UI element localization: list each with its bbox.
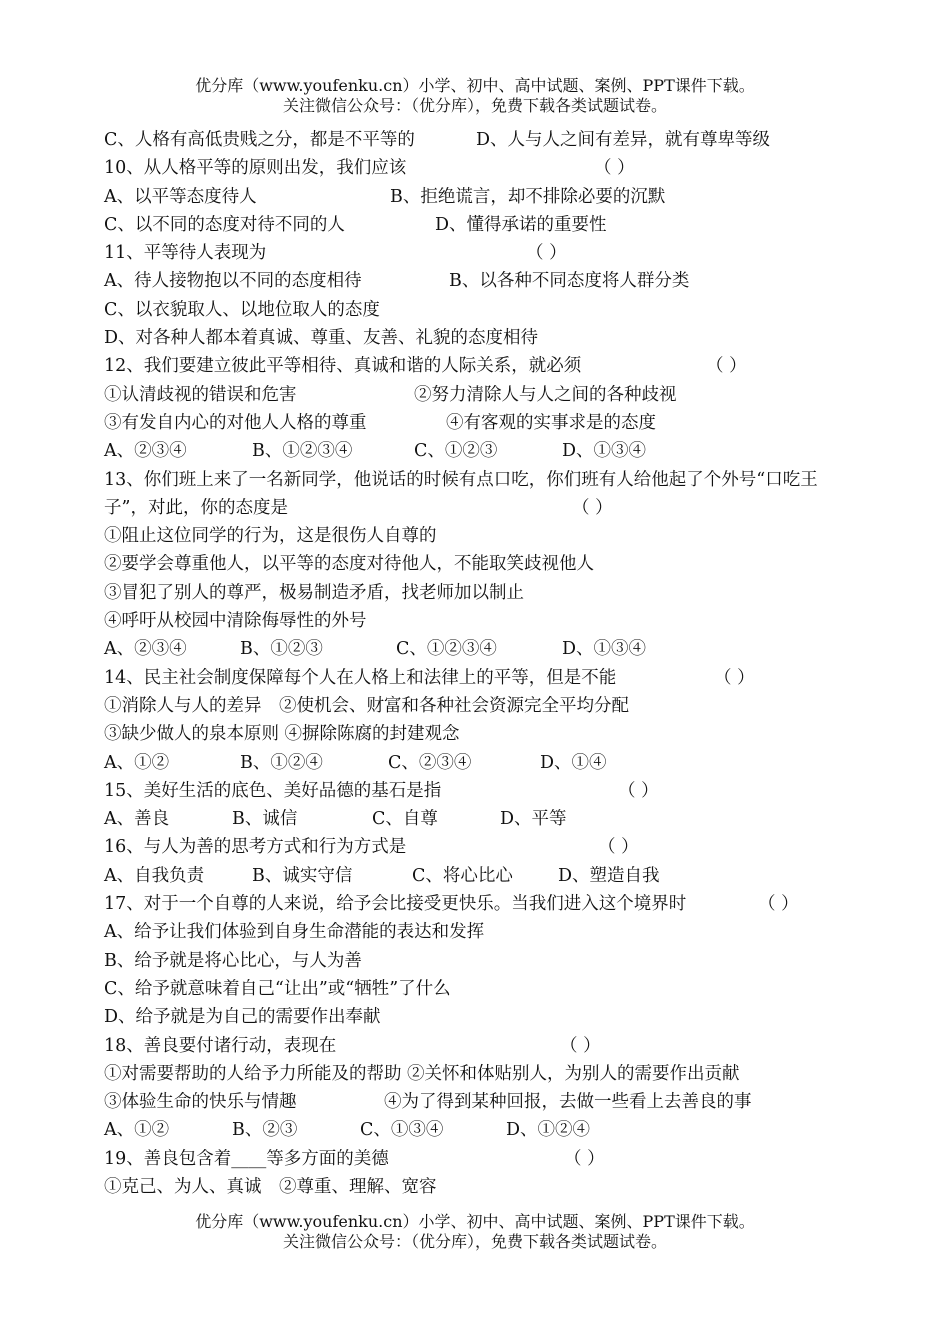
line-text: B、②③: [232, 1120, 298, 1141]
line-text: A、善良: [104, 809, 170, 830]
line-text: 12、我们要建立彼此平等相待、真诚和谐的人际关系，就必须: [104, 356, 582, 377]
footer-line-2: 关注微信公众号：（优分库），免费下载各类试题试卷。: [282, 1232, 667, 1251]
line-text: B、①②③④: [252, 441, 353, 462]
line-text: A、以平等态度待人: [104, 186, 257, 207]
page-footer: [0, 1212, 950, 1252]
line-text: A、②③④: [104, 441, 187, 462]
line-text: C、将心比心: [412, 865, 513, 886]
line-text: ③缺少做人的泉本原则 ④摒除陈腐的封建观念: [104, 724, 460, 745]
line-text: A、①②: [104, 1120, 170, 1141]
footer-line-1: 优分库（www.youfenku.cn）小学、初中、高中试题、案例、PPT课件下载。: [195, 1212, 755, 1231]
line-text: ④呼吁从校园中清除侮辱性的外号: [104, 611, 367, 632]
line-text: 15、美好生活的底色、美好品德的基石是指: [104, 780, 442, 801]
text-line: [104, 1116, 854, 1144]
line-text: 13、你们班上来了一名新同学，他说话的时候有点口吃，你们班有人给他起了个外号“口吃王子”，对此，你的态度是: [104, 469, 818, 518]
answer-bracket: （ ）: [594, 158, 635, 179]
answer-bracket: （ ）: [618, 780, 659, 801]
text-line: [104, 239, 854, 267]
line-text: D、①④: [540, 752, 607, 773]
line-text: 11、平等待人表现为: [104, 243, 267, 264]
text-line: [104, 522, 854, 550]
line-text: D、①③④: [562, 441, 647, 462]
line-text: C、以衣貌取人、以地位取人的态度: [104, 299, 380, 320]
text-line: [104, 296, 854, 324]
line-text: C、人格有高低贵贱之分，都是不平等的: [104, 130, 415, 150]
line-text: C、自尊: [372, 809, 438, 830]
line-text: ③体验生命的快乐与情趣: [104, 1092, 297, 1113]
text-line: [104, 211, 854, 239]
line-text: 16、与人为善的思考方式和行为方式是: [104, 837, 407, 858]
line-text: ④有客观的实事求是的态度: [446, 412, 656, 433]
line-text: B、以各种不同态度将人群分类: [449, 271, 690, 292]
line-text: 14、民主社会制度保障每个人在人格上和法律上的平等，但是不能: [104, 667, 617, 688]
line-text: B、①②③: [240, 639, 323, 660]
line-text: ①对需要帮助的人给予力所能及的帮助 ②关怀和体贴别人，为别人的需要作出贡献: [104, 1063, 740, 1084]
line-text: A、自我负责: [104, 865, 205, 886]
line-text: D、给予就是为自己的需要作出奉献: [104, 1007, 381, 1028]
answer-bracket: （ ）: [714, 667, 755, 688]
text-line: [104, 466, 854, 523]
line-text: 10、从人格平等的原则出发，我们应该: [104, 158, 407, 179]
line-text: 19、善良包含着____等多方面的美德: [104, 1148, 389, 1169]
text-line: [104, 720, 854, 748]
line-text: D、塑造自我: [558, 865, 660, 886]
line-text: D、平等: [500, 809, 567, 830]
line-text: ①阻止这位同学的行为，这是很伤人自尊的: [104, 526, 437, 547]
line-text: ④为了得到某种回报，去做一些看上去善良的事: [384, 1092, 752, 1113]
answer-bracket: （ ）: [706, 356, 747, 377]
text-line: [104, 1145, 854, 1173]
line-text: D、①②④: [506, 1120, 591, 1141]
text-line: [104, 862, 854, 890]
text-line: [104, 154, 854, 182]
line-text: A、①②: [104, 752, 170, 773]
text-line: [104, 635, 854, 663]
answer-bracket: （ ）: [598, 837, 639, 858]
text-line: [104, 126, 854, 154]
text-line: [104, 437, 854, 465]
text-line: [104, 579, 854, 607]
line-text: D、对各种人都本着真诚、尊重、友善、礼貌的态度相待: [104, 328, 539, 349]
text-line: [104, 409, 854, 437]
text-line: [104, 1088, 854, 1116]
text-line: [104, 1173, 854, 1201]
line-text: C、①②③④: [396, 639, 497, 660]
text-line: [104, 749, 854, 777]
text-line: [104, 975, 854, 1003]
line-text: B、拒绝谎言，却不排除必要的沉默: [390, 186, 666, 207]
line-text: A、给予让我们体验到自身生命潜能的表达和发挥: [104, 922, 485, 943]
text-line: [104, 550, 854, 578]
line-text: D、懂得承诺的重要性: [435, 214, 607, 235]
answer-bracket: （ ）: [572, 497, 613, 518]
text-line: [104, 890, 854, 918]
header-line-1: 优分库（www.youfenku.cn）小学、初中、高中试题、案例、PPT课件下载。: [195, 76, 755, 95]
line-text: C、给予就意味着自己“让出”或“牺牲”了什么: [104, 978, 451, 999]
text-line: [104, 607, 854, 635]
text-line: [104, 381, 854, 409]
text-line: [104, 183, 854, 211]
text-line: [104, 805, 854, 833]
line-text: D、人与人之间有差异，就有尊卑等级: [476, 130, 771, 150]
line-text: B、①②④: [240, 752, 323, 773]
line-text: ②努力清除人与人之间的各种歧视: [414, 384, 677, 405]
text-line: [104, 324, 854, 352]
line-text: C、②③④: [388, 752, 472, 773]
text-line: [104, 1032, 854, 1060]
line-text: 17、对于一个自尊的人来说，给予会比接受更快乐。当我们进入这个境界时: [104, 894, 687, 915]
text-line: [104, 833, 854, 861]
header-line-2: 关注微信公众号：（优分库），免费下载各类试题试卷。: [282, 96, 667, 115]
answer-bracket: （ ）: [560, 1035, 601, 1056]
answer-bracket: （ ）: [526, 243, 567, 264]
line-text: C、①③④: [360, 1120, 444, 1141]
page-header: [0, 76, 950, 116]
text-line: [104, 918, 854, 946]
line-text: C、以不同的态度对待不同的人: [104, 214, 345, 235]
line-text: ①克己、为人、真诚 ②尊重、理解、宽容: [104, 1176, 437, 1197]
line-text: ①认清歧视的错误和危害: [104, 384, 297, 405]
line-text: D、①③④: [562, 639, 647, 660]
text-line: [104, 1003, 854, 1031]
text-line: [104, 947, 854, 975]
line-text: B、给予就是将心比心，与人为善: [104, 950, 362, 971]
line-text: A、②③④: [104, 639, 187, 660]
line-text: 18、善良要付诸行动，表现在: [104, 1035, 337, 1056]
text-line: [104, 664, 854, 692]
line-text: B、诚实守信: [252, 865, 353, 886]
line-text: ③有发自内心的对他人人格的尊重: [104, 412, 367, 433]
text-line: [104, 352, 854, 380]
text-line: [104, 777, 854, 805]
line-text: B、诚信: [232, 809, 298, 830]
text-line: [104, 1060, 854, 1088]
line-text: C、①②③: [414, 441, 498, 462]
text-line: [104, 692, 854, 720]
answer-bracket: （ ）: [758, 894, 799, 915]
line-text: A、待人接物抱以不同的态度相待: [104, 271, 362, 292]
line-text: ③冒犯了别人的尊严，极易制造矛盾，找老师加以制止: [104, 582, 524, 603]
line-text: ①消除人与人的差异 ②使机会、财富和各种社会资源完全平均分配: [104, 695, 629, 716]
answer-bracket: （ ）: [564, 1148, 605, 1169]
text-line: [104, 267, 854, 295]
line-text: ②要学会尊重他人，以平等的态度对待他人，不能取笑歧视他人: [104, 554, 594, 575]
question-content: [104, 126, 854, 1201]
